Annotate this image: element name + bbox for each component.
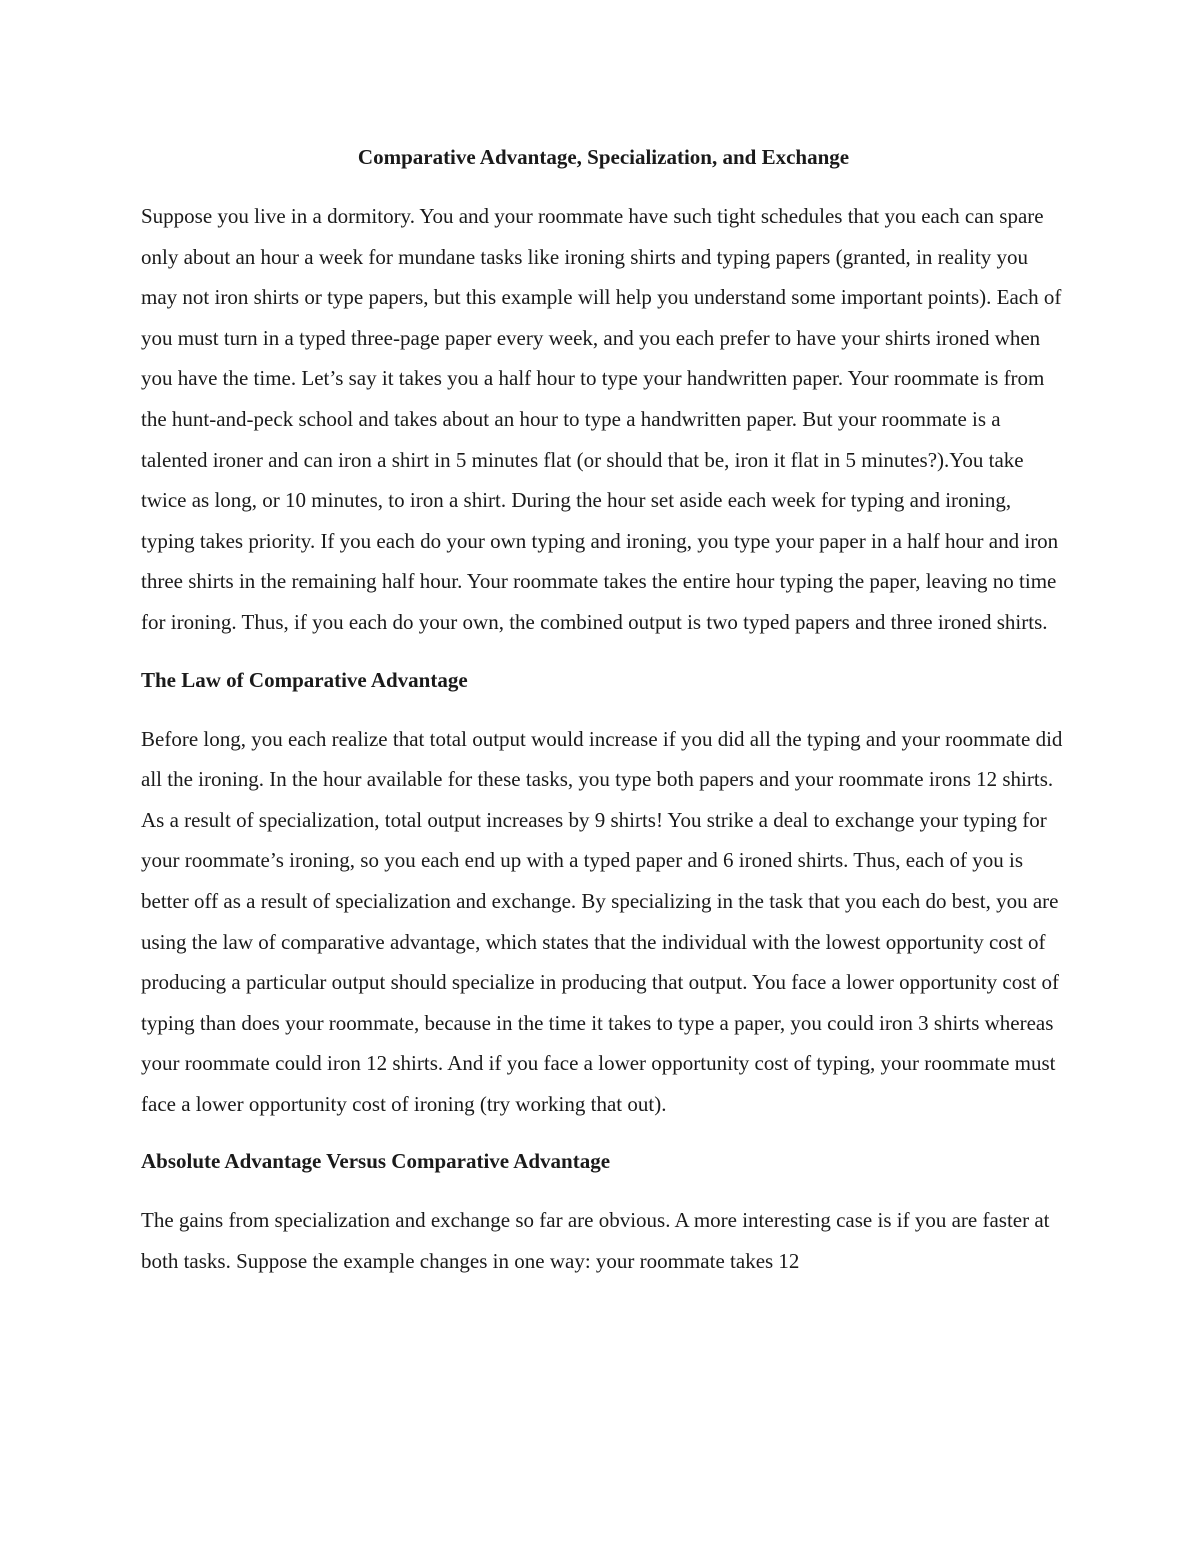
- section-heading-absolute-vs-comparative: Absolute Advantage Versus Comparative Advantage: [141, 1149, 611, 1174]
- section-paragraph-law-of-comparative-advantage: Before long, you each realize that total output would increase if you did all the typing and your roommate did all the ironing. In the hour available for these tasks, you type both papers and your roommate irons 12 shirts. As a result of specialization, total output increases by 9 shirts! You strike a deal to exchange your typing for your roommate’s ironing, so you each end up with a typed paper and 6 ironed shirts. Thus, each of you is better off as a result of specialization and exchange. By specializing in the task that you each do best, you are using the law of comparative advantage, which states that the individual with the lowest opportunity cost of producing a particular output should specialize in producing that output. You face a lower opportunity cost of typing than does your roommate, because in the time it takes to type a paper, you could iron 3 shirts whereas your roommate could iron 12 shirts. And if you face a lower opportunity cost of typing, your roommate must face a lower opportunity cost of ironing (try working that out).: [141, 726, 1063, 1116]
- section-heading-law-of-comparative-advantage: The Law of Comparative Advantage: [141, 667, 468, 692]
- intro-paragraph: Suppose you live in a dormitory. You and your roommate have such tight schedules that you each can spare only about an hour a week for mundane tasks like ironing shirts and typing papers (granted, in reality you may not iron shirts or type papers, but this example will help you understand some important points). Each of you must turn in a typed three-page paper every week, and you each prefer to have your shirts ironed when you have the time. Let’s say it takes you a half hour to type your handwritten paper. Your roommate is from the hunt-and-peck school and takes about an hour to type a handwritten paper. But your roommate is a talented ironer and can iron a shirt in 5 minutes flat (or should that be, iron it flat in 5 minutes?).You take twice as long, or 10 minutes, to iron a shirt. During the hour set aside each week for typing and ironing, typing takes priority. If you each do your own typing and ironing, you type your paper in a half hour and iron three shirts in the remaining half hour. Your roommate takes the entire hour typing the paper, leaving no time for ironing. Thus, if you each do your own, the combined output is two typed papers and three ironed shirts.: [141, 204, 1062, 634]
- section-paragraph-absolute-vs-comparative: The gains from specialization and exchange so far are obvious. A more interesting case is if you are faster at both tasks. Suppose the example changes in one way: your roommate takes 12: [141, 1208, 1050, 1274]
- document-title: Comparative Advantage, Specialization, and Exchange: [357, 145, 850, 169]
- document-page: [141, 140, 1066, 1302]
